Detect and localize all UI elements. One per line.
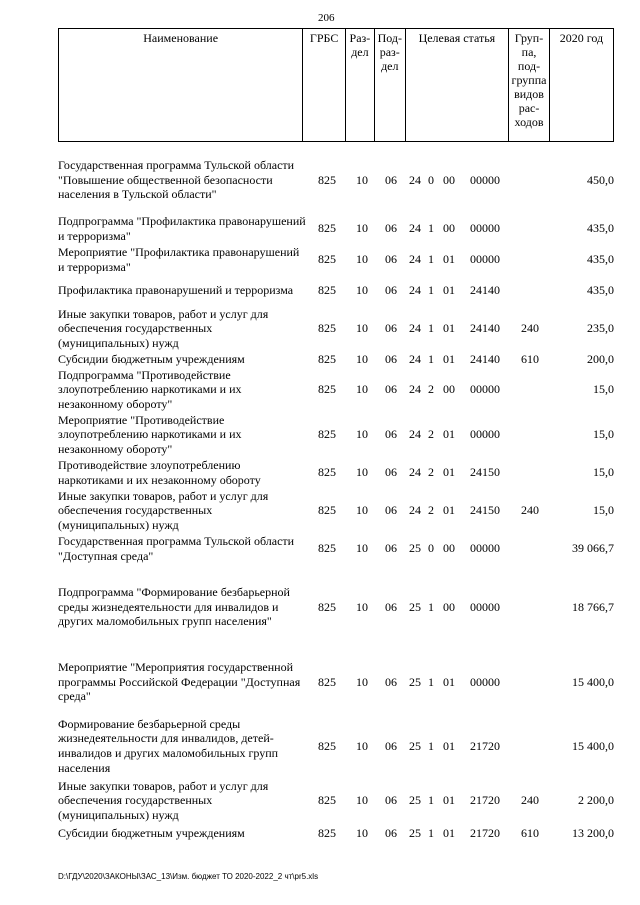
table-row xyxy=(58,351,614,367)
row-razdel: 10 xyxy=(356,321,368,336)
row-grbs: 825 xyxy=(318,465,336,480)
table-row xyxy=(58,367,614,412)
row-podrazdel: 06 xyxy=(385,825,397,840)
row-sum-2020: 15,0 xyxy=(593,382,614,397)
row-grbs: 825 xyxy=(318,674,336,689)
target-article-part: 00000 xyxy=(470,221,500,236)
target-article-part: 01 xyxy=(443,351,455,366)
target-article-part: 24 xyxy=(409,427,421,442)
row-podrazdel: 06 xyxy=(385,321,397,336)
row-expense-group: 240 xyxy=(521,793,539,808)
target-article-part: 21720 xyxy=(470,793,500,808)
row-razdel: 10 xyxy=(356,351,368,366)
target-article-part: 24140 xyxy=(470,351,500,366)
target-article-part: 01 xyxy=(443,321,455,336)
row-grbs: 825 xyxy=(318,599,336,614)
header-group: Груп- па, под- группа видов рас- ходов xyxy=(509,29,550,142)
row-grbs: 825 xyxy=(318,793,336,808)
target-article-part: 24140 xyxy=(470,283,500,298)
header-grbs: ГРБС xyxy=(303,29,346,142)
row-sum-2020: 15,0 xyxy=(593,465,614,480)
row-podrazdel: 06 xyxy=(385,382,397,397)
table-row xyxy=(58,457,614,488)
row-sum-2020: 15,0 xyxy=(593,427,614,442)
row-target-article xyxy=(406,221,510,236)
target-article-part: 00000 xyxy=(470,674,500,689)
target-article-part: 1 xyxy=(428,283,434,298)
row-name: Противодействие злоупотреблению наркотиками и их незаконному обороту xyxy=(58,457,261,487)
header-podrazdel: Под- раз- дел xyxy=(374,29,405,142)
row-target-article xyxy=(406,427,510,442)
row-sum-2020: 435,0 xyxy=(587,283,614,298)
row-razdel: 10 xyxy=(356,599,368,614)
target-article-part: 24 xyxy=(409,351,421,366)
target-article-part: 1 xyxy=(428,321,434,336)
target-article-part: 00000 xyxy=(470,172,500,187)
row-podrazdel: 06 xyxy=(385,221,397,236)
row-sum-2020: 18 766,7 xyxy=(572,599,614,614)
row-podrazdel: 06 xyxy=(385,465,397,480)
target-article-part: 24140 xyxy=(470,321,500,336)
table-row xyxy=(58,275,614,306)
row-name: Субсидии бюджетным учреждениям xyxy=(58,351,245,366)
target-article-part: 1 xyxy=(428,738,434,753)
row-sum-2020: 450,0 xyxy=(587,172,614,187)
table-header xyxy=(58,28,614,142)
target-article-part: 00 xyxy=(443,221,455,236)
row-podrazdel: 06 xyxy=(385,541,397,556)
row-razdel: 10 xyxy=(356,427,368,442)
row-sum-2020: 2 200,0 xyxy=(578,793,614,808)
row-razdel: 10 xyxy=(356,283,368,298)
row-podrazdel: 06 xyxy=(385,351,397,366)
table-row xyxy=(58,650,614,714)
row-name: Иные закупки товаров, работ и услуг для обеспечения государственных (муниципальных) нужд xyxy=(58,778,269,822)
row-name: Подпрограмма "Профилактика правонарушений и терроризма" xyxy=(58,213,306,243)
row-razdel: 10 xyxy=(356,465,368,480)
target-article-part: 25 xyxy=(409,825,421,840)
table-row xyxy=(58,488,614,533)
table-row xyxy=(58,306,614,351)
header-name: Наименование xyxy=(59,29,303,142)
row-podrazdel: 06 xyxy=(385,252,397,267)
row-razdel: 10 xyxy=(356,738,368,753)
footer-file-path: D:\ГДУ\2020\ЗАКОНЫ\ЗАС_13\Изм. бюджет ТО 2020-2022_2 чт\pr5.xls xyxy=(58,872,319,881)
target-article-part: 01 xyxy=(443,283,455,298)
row-target-article xyxy=(406,382,510,397)
target-article-part: 24 xyxy=(409,221,421,236)
target-article-part: 00000 xyxy=(470,427,500,442)
row-sum-2020: 15 400,0 xyxy=(572,674,614,689)
row-target-article xyxy=(406,252,510,267)
row-name: Подпрограмма "Формирование безбарьерной среды жизнедеятельности для инвалидов и других маломобильных групп населения" xyxy=(58,585,290,629)
row-razdel: 10 xyxy=(356,825,368,840)
target-article-part: 1 xyxy=(428,793,434,808)
target-article-part: 01 xyxy=(443,427,455,442)
row-sum-2020: 15,0 xyxy=(593,503,614,518)
target-article-part: 01 xyxy=(443,825,455,840)
target-article-part: 01 xyxy=(443,793,455,808)
target-article-part: 24 xyxy=(409,172,421,187)
row-grbs: 825 xyxy=(318,503,336,518)
row-razdel: 10 xyxy=(356,382,368,397)
row-grbs: 825 xyxy=(318,825,336,840)
row-target-article xyxy=(406,600,510,615)
target-article-part: 01 xyxy=(443,503,455,518)
row-target-article xyxy=(406,283,510,298)
target-article-part: 24 xyxy=(409,283,421,298)
row-podrazdel: 06 xyxy=(385,503,397,518)
row-sum-2020: 13 200,0 xyxy=(572,825,614,840)
row-expense-group: 610 xyxy=(521,351,539,366)
row-target-article xyxy=(406,793,510,808)
row-grbs: 825 xyxy=(318,427,336,442)
row-grbs: 825 xyxy=(318,221,336,236)
target-article-part: 00000 xyxy=(470,382,500,397)
table-row xyxy=(58,564,614,650)
row-podrazdel: 06 xyxy=(385,674,397,689)
row-grbs: 825 xyxy=(318,738,336,753)
target-article-part: 01 xyxy=(443,738,455,753)
target-article-part: 00000 xyxy=(470,599,500,614)
row-name: Подпрограмма "Противодействие злоупотреблению наркотиками и их незаконному обороту" xyxy=(58,367,242,411)
target-article-part: 1 xyxy=(428,351,434,366)
table-row xyxy=(58,213,614,244)
header-year: 2020 год xyxy=(549,29,613,142)
target-article-part: 01 xyxy=(443,252,455,267)
row-target-article xyxy=(406,739,510,754)
target-article-part: 25 xyxy=(409,541,421,556)
row-sum-2020: 39 066,7 xyxy=(572,541,614,556)
row-podrazdel: 06 xyxy=(385,793,397,808)
target-article-part: 2 xyxy=(428,503,434,518)
row-grbs: 825 xyxy=(318,172,336,187)
target-article-part: 1 xyxy=(428,221,434,236)
target-article-part: 25 xyxy=(409,738,421,753)
row-target-article xyxy=(406,675,510,690)
row-expense-group: 240 xyxy=(521,503,539,518)
row-target-article xyxy=(406,352,510,367)
row-razdel: 10 xyxy=(356,252,368,267)
row-target-article xyxy=(406,173,510,188)
target-article-part: 00 xyxy=(443,172,455,187)
row-target-article xyxy=(406,541,510,556)
target-article-part: 24 xyxy=(409,465,421,480)
header-razdel: Раз- дел xyxy=(345,29,374,142)
target-article-part: 24 xyxy=(409,382,421,397)
table-row xyxy=(58,244,614,275)
row-sum-2020: 235,0 xyxy=(587,321,614,336)
row-name: Государственная программа Тульской области "Доступная среда" xyxy=(58,533,295,563)
row-grbs: 825 xyxy=(318,321,336,336)
row-name: Мероприятие "Профилактика правонарушений и терроризма" xyxy=(58,244,300,274)
row-razdel: 10 xyxy=(356,793,368,808)
target-article-part: 01 xyxy=(443,674,455,689)
row-razdel: 10 xyxy=(356,503,368,518)
table-row xyxy=(58,714,614,778)
row-name: Государственная программа Тульской области "Повышение общественной безопасности населения в Тульской области" xyxy=(58,158,295,202)
target-article-part: 24 xyxy=(409,252,421,267)
row-name: Профилактика правонарушений и терроризма xyxy=(58,283,294,298)
row-name: Иные закупки товаров, работ и услуг для обеспечения государственных (муниципальных) нужд xyxy=(58,306,269,350)
row-grbs: 825 xyxy=(318,252,336,267)
target-article-part: 00 xyxy=(443,541,455,556)
row-expense-group: 610 xyxy=(521,825,539,840)
target-article-part: 00000 xyxy=(470,541,500,556)
page-number: 206 xyxy=(318,12,335,24)
row-podrazdel: 06 xyxy=(385,738,397,753)
row-target-article xyxy=(406,465,510,480)
target-article-part: 01 xyxy=(443,465,455,480)
row-razdel: 10 xyxy=(356,221,368,236)
target-article-part: 1 xyxy=(428,599,434,614)
row-razdel: 10 xyxy=(356,541,368,556)
table-body xyxy=(58,147,614,843)
row-grbs: 825 xyxy=(318,283,336,298)
header-target: Целевая статья xyxy=(405,29,508,142)
target-article-part: 1 xyxy=(428,825,434,840)
table-row xyxy=(58,823,614,843)
row-target-article xyxy=(406,826,510,841)
target-article-part: 2 xyxy=(428,382,434,397)
row-sum-2020: 15 400,0 xyxy=(572,738,614,753)
table-row xyxy=(58,147,614,213)
row-name: Субсидии бюджетным учреждениям xyxy=(58,825,245,840)
target-article-part: 2 xyxy=(428,465,434,480)
row-name: Мероприятие "Противодействие злоупотреблению наркотиками и их незаконному обороту" xyxy=(58,412,242,456)
target-article-part: 24150 xyxy=(470,465,500,480)
target-article-part: 00 xyxy=(443,599,455,614)
target-article-part: 25 xyxy=(409,599,421,614)
row-podrazdel: 06 xyxy=(385,283,397,298)
row-podrazdel: 06 xyxy=(385,599,397,614)
row-sum-2020: 435,0 xyxy=(587,252,614,267)
row-name: Мероприятие "Мероприятия государственной программы Российской Федерации "Доступная среда" xyxy=(58,660,301,704)
row-razdel: 10 xyxy=(356,172,368,187)
target-article-part: 2 xyxy=(428,427,434,442)
row-target-article xyxy=(406,321,510,336)
target-article-part: 1 xyxy=(428,674,434,689)
row-sum-2020: 200,0 xyxy=(587,351,614,366)
target-article-part: 0 xyxy=(428,172,434,187)
target-article-part: 00 xyxy=(443,382,455,397)
row-expense-group: 240 xyxy=(521,321,539,336)
target-article-part: 24 xyxy=(409,503,421,518)
row-grbs: 825 xyxy=(318,351,336,366)
table-row xyxy=(58,412,614,457)
target-article-part: 24150 xyxy=(470,503,500,518)
row-podrazdel: 06 xyxy=(385,427,397,442)
target-article-part: 21720 xyxy=(470,738,500,753)
row-name: Формирование безбарьерной среды жизнедеятельности для инвалидов, детей-инвалидов и других маломобильных групп населения xyxy=(58,716,279,775)
row-grbs: 825 xyxy=(318,382,336,397)
row-target-article xyxy=(406,503,510,518)
row-name: Иные закупки товаров, работ и услуг для обеспечения государственных (муниципальных) нужд xyxy=(58,488,269,532)
target-article-part: 25 xyxy=(409,674,421,689)
table-row xyxy=(58,778,614,823)
target-article-part: 0 xyxy=(428,541,434,556)
row-grbs: 825 xyxy=(318,541,336,556)
row-sum-2020: 435,0 xyxy=(587,221,614,236)
target-article-part: 25 xyxy=(409,793,421,808)
target-article-part: 00000 xyxy=(470,252,500,267)
target-article-part: 24 xyxy=(409,321,421,336)
table-row xyxy=(58,533,614,564)
row-podrazdel: 06 xyxy=(385,172,397,187)
target-article-part: 1 xyxy=(428,252,434,267)
target-article-part: 21720 xyxy=(470,825,500,840)
row-razdel: 10 xyxy=(356,674,368,689)
